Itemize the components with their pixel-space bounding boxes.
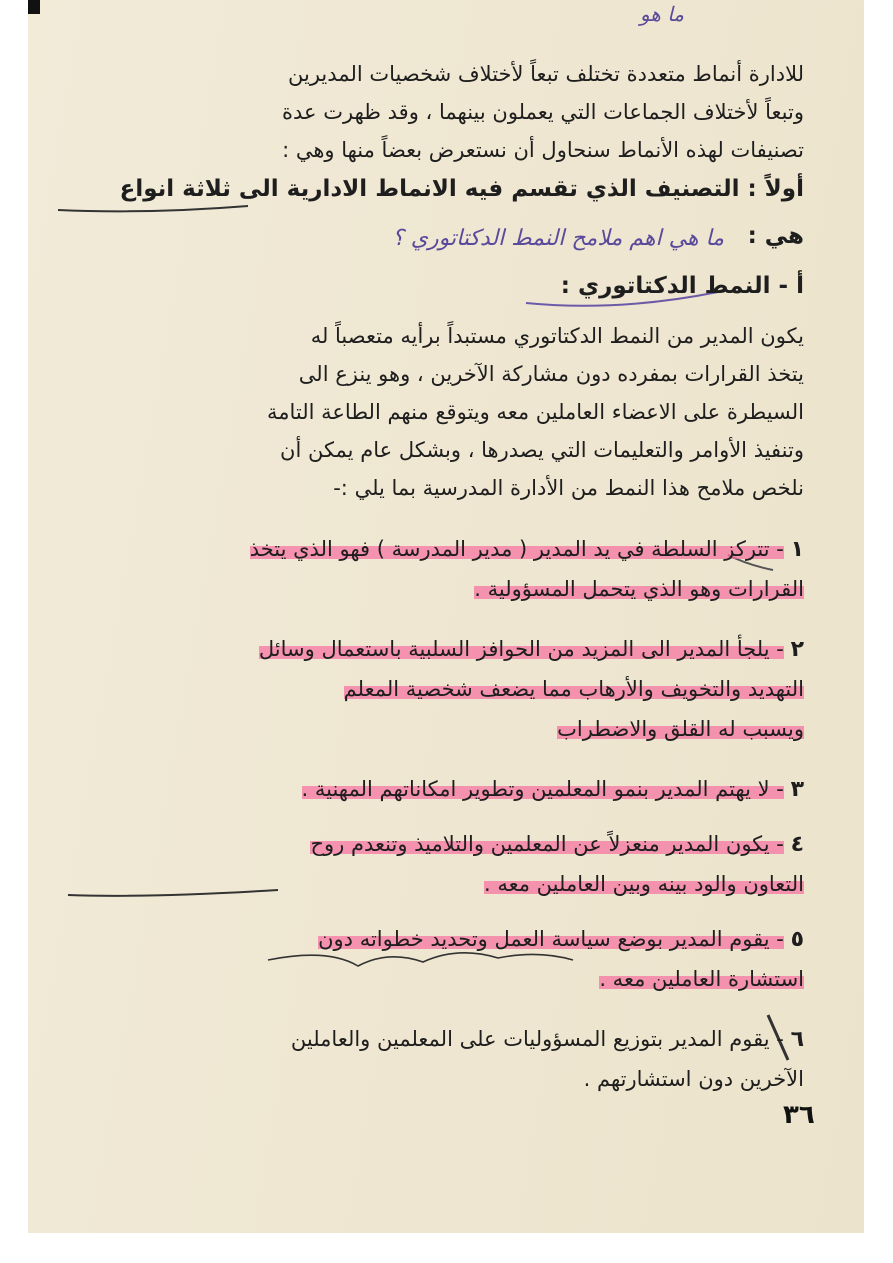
- list-item: [250, 535, 804, 564]
- item-text: ويسبب له القلق والاضطراب: [557, 717, 804, 741]
- item-text: التعاون والود بينه وبين العاملين معه .: [484, 872, 804, 896]
- description-line-4: وتنفيذ الأوامر والتعليمات التي يصدرها ، وبشكل عام يمكن أن: [280, 438, 804, 462]
- item-text: - لا يهتم المدير بنمو المعلمين وتطوير امكاناتهم المهنية .: [301, 777, 784, 801]
- item-text: - يلجأ المدير الى المزيد من الحوافز السلبية باستعمال وسائل: [258, 637, 784, 661]
- item-number: ١: [790, 537, 804, 562]
- item-number: ٤: [790, 832, 804, 857]
- list-item-continuation: [344, 675, 804, 703]
- description-line-3: السيطرة على الاعضاء العاملين معه ويتوقع منهم الطاعة التامة: [266, 400, 804, 424]
- item-text: - تتركز السلطة في يد المدير ( مدير المدرسة ) فهو الذي يتخذ: [249, 537, 784, 561]
- list-item-continuation: [599, 965, 804, 993]
- description-line-2: يتخذ القرارات بمفرده دون مشاركة الآخرين ، وهو ينزع الى: [298, 362, 804, 386]
- list-item: [291, 1025, 804, 1054]
- page-number: ٣٦: [783, 1100, 815, 1130]
- section-heading: أولاً : التصنيف الذي تقسم فيه الانماط الادارية الى ثلاثة انواع: [119, 176, 804, 202]
- description-line-1: يكون المدير من النمط الدكتاتوري مستبداً برأيه متعصباً له: [310, 324, 804, 348]
- hiya-label: هي :: [747, 223, 804, 249]
- list-item: [259, 635, 804, 664]
- book-page: [28, 0, 864, 1233]
- intro-line-2: وتبعاً لأختلاف الجماعات التي يعملون بينهما ، وقد ظهرت عدة: [282, 100, 804, 124]
- handwritten-question: ما هي اهم ملامح النمط الدكتاتوري ؟: [392, 226, 724, 251]
- description-line-5: نلخص ملامح هذا النمط من الأدارة المدرسية بما يلي :-: [333, 476, 804, 500]
- item-number: ٦: [790, 1027, 804, 1052]
- list-item: [302, 775, 805, 804]
- intro-line-1: للادارة أنماط متعددة تختلف تبعاً لأختلاف شخصيات المديرين: [288, 62, 804, 86]
- item-number: ٢: [790, 637, 804, 662]
- item-number: ٥: [790, 927, 804, 952]
- intro-line-3: تصنيفات لهذه الأنماط سنحاول أن نستعرض بعضاً منها وهي :: [282, 138, 804, 162]
- scan-shadow: [28, 0, 40, 14]
- item-text: استشارة العاملين معه .: [599, 967, 804, 991]
- item-text: - يقوم المدير بوضع سياسة العمل وتحديد خطواته دون: [318, 927, 784, 951]
- handwritten-note-top: ما هو: [639, 2, 684, 26]
- item-text: - يقوم المدير بتوزيع المسؤوليات على المعلمين والعاملين: [290, 1027, 784, 1051]
- item-text: - يكون المدير منعزلاً عن المعلمين والتلاميذ وتنعدم روح: [310, 832, 784, 856]
- list-item-continuation: [474, 575, 804, 603]
- item-text: القرارات وهو الذي يتحمل المسؤولية .: [474, 577, 804, 601]
- subsection-title: أ - النمط الدكتاتوري :: [560, 273, 804, 299]
- item-number: ٣: [790, 777, 804, 802]
- list-item: [310, 830, 804, 859]
- list-item-continuation: [584, 1065, 804, 1093]
- list-item: [318, 925, 804, 954]
- item-text: التهديد والتخويف والأرهاب مما يضعف شخصية المعلم: [343, 677, 804, 701]
- list-item-continuation: [484, 870, 804, 898]
- item-text: الآخرين دون استشارتهم .: [583, 1067, 804, 1091]
- list-item-continuation: [557, 715, 804, 743]
